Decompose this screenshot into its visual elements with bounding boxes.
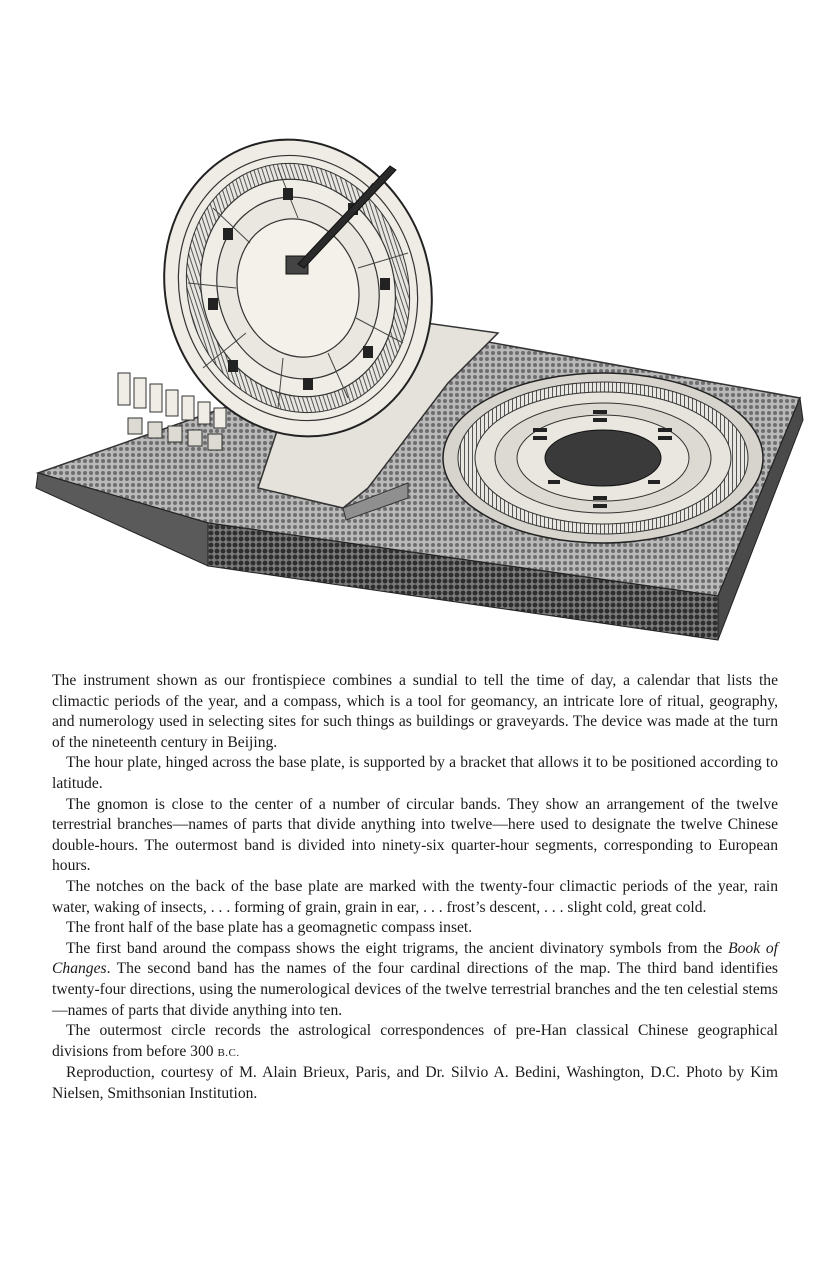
paragraph-6-text-b: . The second band has the names of the four cardinal directions of the map. The third band identifies twenty-four directions, using the numerological devices of the twelve terrestrial branches and the ten celestial stems—names of parts that divide anything into ten. [52, 960, 778, 1019]
book-title: Book of Changes [52, 939, 778, 978]
paragraph-7-text: The outermost circle records the astrological correspondences of pre-Han classical Chinese geographical divisions from before 300 [52, 1022, 778, 1060]
paragraph-5: The front half of the base plate has a geomagnetic compass inset. [66, 919, 473, 937]
paragraph-8: Reproduction, courtesy of M. Alain Brieux, Paris, and Dr. Silvio A. Bedini, Washington, D.C. Photo by Kim Nielsen, Smithsonian Institution. [52, 1064, 778, 1102]
paragraph-4: The notches on the back of the base plate are marked with the twenty-four climactic periods of the year, rain water, waking of insects, . . . forming of grain, grain in ear, . . . frost’s descent, . . . slight cold, great cold. [52, 877, 778, 916]
paragraph-6-text-a: The first band around the compass shows the eight trigrams, the ancient divinatory symbols from the [66, 939, 729, 957]
paragraph-6 [52, 939, 778, 1021]
caption-text [52, 671, 778, 1104]
era-label: B.C. [217, 1046, 240, 1059]
sundial-photo [28, 128, 808, 648]
paragraph-3: The gnomon is close to the center of a number of circular bands. They show an arrangement of the twelve terrestrial branches—names of parts that divide anything into twelve—here used to designate the twelve Chinese double-hours. The outermost band is divided into ninety-six quarter-hour segments, corresponding to European hours. [52, 795, 778, 875]
paragraph-2: The hour plate, hinged across the base plate, is supported by a bracket that allows it to be positioned according to latitude. [52, 754, 778, 792]
paragraph-1: The instrument shown as our frontispiece combines a sundial to tell the time of day, a calendar that lists the climactic periods of the year, and a compass, which is a tool for geomancy, an intricate lore of ritual, geography, and numerology used in selecting sites for such things as buildings or graveyards. The device was made at the turn of the nineteenth century in Beijing. [52, 672, 778, 751]
paragraph-7 [52, 1021, 778, 1063]
compass-inset [443, 373, 763, 543]
